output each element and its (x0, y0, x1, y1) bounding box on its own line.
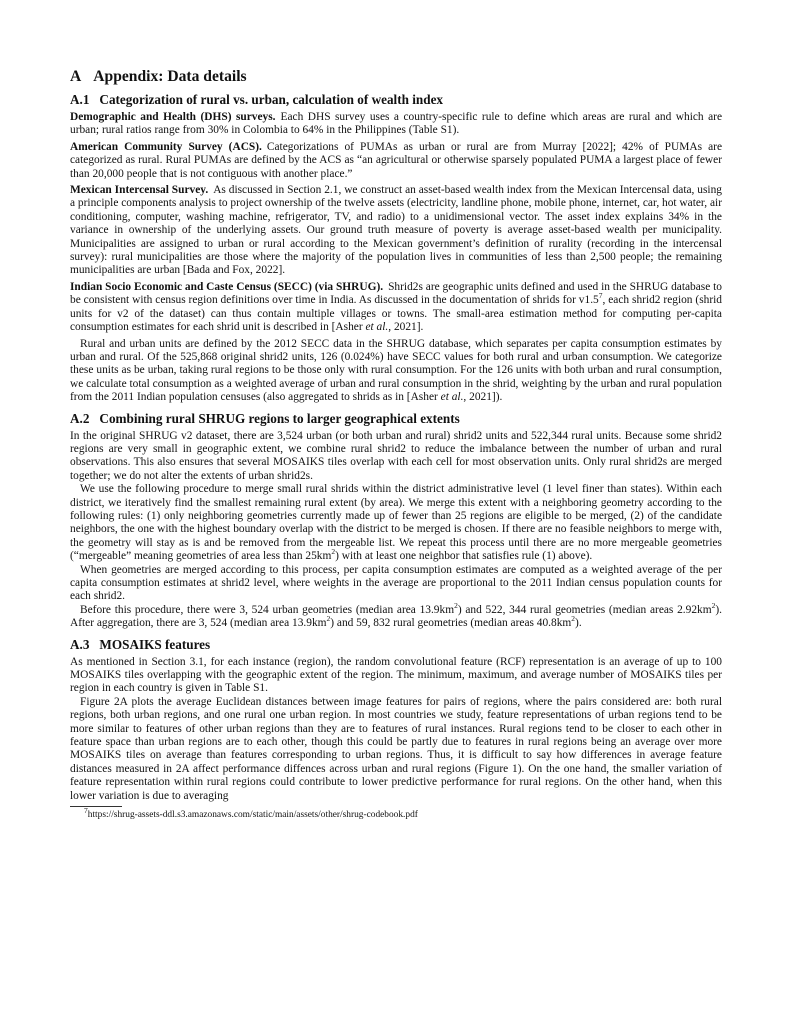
acs-label: American Community Survey (ACS). (70, 140, 262, 153)
secc-para2-etal: et al. (440, 391, 464, 404)
secc-paragraph (70, 281, 722, 335)
section-a1-title: Categorization of rural vs. urban, calculation of wealth index (99, 92, 444, 107)
dhs-label: Demographic and Health (DHS) surveys. (70, 111, 276, 123)
a2-p2-b: ) with at least one neighbor that satisfies rule (1) above). (335, 550, 593, 563)
section-a2-title: Combining rural SHRUG regions to larger geographical extents (99, 410, 460, 426)
a2-p4-b: ) and 522, 344 rural geometries (median areas 2.92km (457, 603, 712, 616)
paper-page (70, 64, 722, 821)
a2-paragraph-3: When geometries are merged according to this process, per capita consumption estimates are computed as a weighted average of the per capita consumption estimates at shrid2 level, where weights in the average are proportional to the 2011 Indian census population counts for each shrid2. (70, 563, 722, 603)
a2-paragraph-1: In the original SHRUG v2 dataset, there are 3,524 urban (or both urban and rural) shrid2 units and 522,344 rural units. Because some shrid2 regions are very small in geographic extent, we combine rural shrid2 to reduce the imbalance between the number of urban and rural observations. This also ensures that several MOSAIKS tiles overlap with each cell for most observation units. Only rural shrid2s are merged together; we do not alter the extents of urban shrid2s. (70, 429, 722, 482)
footnote-url[interactable]: https://shrug-assets-ddl.s3.amazonaws.com/static/main/assets/other/shrug-codebook.pdf (87, 810, 418, 821)
footnote-rule (70, 806, 122, 807)
a2-p4-sup-2: 2 (711, 601, 716, 611)
a2-p4-d: ) and 59, 832 rural geometries (median areas 40.8km (330, 617, 572, 630)
acs-paragraph (70, 141, 722, 181)
dhs-paragraph (70, 111, 722, 138)
footnote (70, 805, 722, 821)
a3-paragraph-2: Figure 2A plots the average Euclidean distances between image features for pairs of regions, where the pairs considered are: both rural regions, both urban regions, and one rural one urban region. In most countries we study, feature representations of urban regions tend to be more similar to features of other urban regions than they are to features of rural instances. Rural regions tend to be closer to each other in feature space than urban regions are to each other, though this could be partly due to features in rural regions being an average over more MOSAIKS tiles on average than features corresponding to urban regions. Thus, it is difficult to say how differences in average feature distances measured in 2A affect performance diffences across urban and rural regions (Figure 1). On the one hand, the smaller variation of feature representation within rural regions could contribute to lower predictive performance for rural regions. On the other hand, when this lower variation is due to averaging (70, 695, 722, 802)
mexican-paragraph (70, 184, 722, 278)
secc-text-c: , 2021]. (388, 321, 424, 334)
secc-text-b: , each shrid2 region (shrid units for v2 of the dataset) can thus contain multiple villages or towns. The small-area estimation method for computing per-capita consumption estimates for each shrid unit is described in [Asher (70, 294, 722, 334)
appendix-title: Appendix: Data details (93, 68, 247, 85)
secc-para2-b: , 2021]). (463, 391, 503, 404)
a2-paragraph-4 (70, 601, 722, 631)
section-a3-heading (70, 637, 722, 653)
dhs-text: Each DHS survey uses a country-specific rule to define which areas are rural and which are urban; rural ratios range from 30% in Colombia to 64% in the Philippines (Table S1). (70, 111, 722, 137)
a2-p4-sup-1: 2 (454, 601, 458, 611)
mexican-label: Mexican Intercensal Survey. (70, 184, 209, 197)
footnote-mark-ref[interactable]: 7 (598, 291, 603, 301)
appendix-number: A (70, 68, 82, 85)
secc-label: Indian Socio Economic and Caste Census (SECC) (via SHRUG). (70, 280, 384, 293)
a2-p2-a: We use the following procedure to merge small rural shrids within the district administrative level (1 level finer than states). Within each district, we iteratively find the smallest remaining rural extent (by area). We merge this extent with a neighboring geometry according to the following rules: (1) only neighboring geometries currently made up of fewer than 25 regions are eligible to be merged, (2) of the candidate neighbors, the one with the highest boundary overlap with the district to be merged is chosen. If there are no feasible neighbors to merge with, the geometry will stay as is and be removed from the mergeable list. We repeat this process until there are no more mergeable geometries (“mergeable” meaning geometries of area less than 25km (70, 483, 722, 563)
a2-p4-a: Before this procedure, there were 3, 524 urban geometries (median area 13.9km (80, 603, 455, 616)
a2-p4-sup-4: 2 (571, 614, 576, 624)
secc-text-a: Shrid2s are geographic units defined and used in the SHRUG database to be consistent with census region definitions over time in India. As discussed in the documentation of shrids for v1.5 (70, 280, 722, 307)
a2-p4-c: ). After aggregation, there are 3, 524 (median area 13.9km (70, 603, 722, 630)
section-a1-number: A.1 (70, 92, 90, 107)
appendix-heading (70, 68, 722, 86)
section-a1-heading (70, 92, 722, 108)
a2-paragraph-2 (70, 483, 722, 563)
section-a2-number: A.2 (70, 410, 90, 426)
a3-paragraph-1: As mentioned in Section 3.1, for each instance (region), the random convolutional feature (RCF) representation is an average of up to 100 MOSAIKS tiles overlapping with the geographic extent of the region. The minimum, maximum, and average number of MOSAIKS tiles per region in each country is given in Table S1. (70, 655, 722, 695)
a2-p4-e: ). (575, 617, 582, 630)
mexican-text: As discussed in Section 2.1, we construct an asset-based wealth index from the Mexican Intercensal data, using a principle components analysis to project ownership of the twelve assets (electricity, landline phone, mobile phone, internet, car, hot water, air conditioning, computer, washing machine, refrigerator, TV, and radio) to a unidimensional vector. The asset index explains 34% in the variance in ownership of the underlying assets. Our ground truth measure of poverty is average asset-based wealth per municipality. Municipalities are assigned to urban or rural according to the Mexican government’s definition of rurality (recording in the intercensal survey): rural municipalities are those where the majority of the population lives in communities of less than 2,500 people; the remaining municipalities are urban [Bada and Fox, 2022]. (70, 184, 722, 277)
section-a2-heading (70, 411, 722, 427)
section-a3-title: MOSAIKS features (99, 636, 211, 652)
secc-paragraph-2 (70, 338, 722, 405)
a2-p2-sup: 2 (331, 547, 336, 557)
secc-etal: et al. (365, 321, 389, 334)
a2-p4-sup-3: 2 (326, 614, 331, 624)
acs-text: Categorizations of PUMAs as urban or rural are from Murray [2022]; 42% of PUMAs are categorized as rural. Rural PUMAs are defined by the ACS as “an agricultural or otherwise sparsely populated PUMA a largest place of fewer than 20,000 people that is not contiguous with another place.” (70, 140, 722, 180)
secc-para2-a: Rural and urban units are defined by the 2012 SECC data in the SHRUG database, which separates per capita consumption estimates by urban and rural. Of the 525,868 original shrid2 units, 126 (0.024%) have SECC values for both rural and urban consumption. We categorize these units as be urban, taking rural regions to be those only with rural consumption. For the 126 units with both urban and rural consumption, we calculate total consumption as a weighted average of urban and rural consumption in the shrid, weighting by the urban and rural population from the 2011 Indian population censuses (also aggregated to shrids as in [Asher (70, 337, 722, 404)
footnote-mark: 7 (84, 805, 88, 815)
section-a3-number: A.3 (70, 636, 90, 652)
